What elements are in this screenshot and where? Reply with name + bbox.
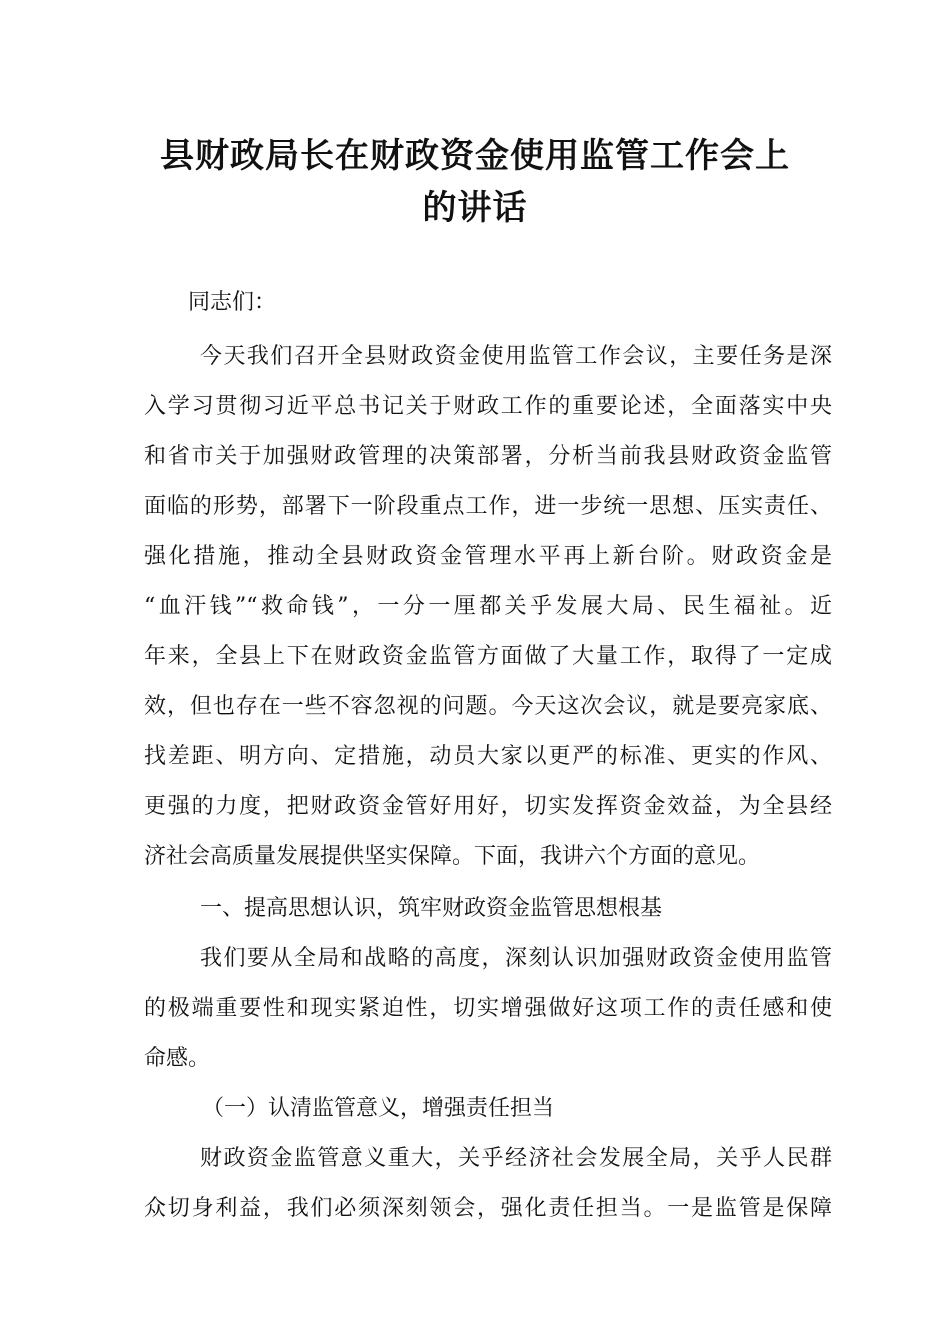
section-heading-1: 一、提高思想认识，筑牢财政资金监管思想根基 <box>200 896 663 921</box>
paragraph-1-line: 年来，全县上下在财政资金监管方面做了大量工作，取得了一定成 <box>144 644 832 669</box>
greeting: 同志们： <box>188 290 277 315</box>
document-title-line-1: 县财政局长在财政资金使用监管工作会上 <box>160 136 790 176</box>
document-body <box>144 278 832 1234</box>
paragraph-1-line: 面临的形势，部署下一阶段重点工作，进一步统一思想、压实责任、 <box>144 494 832 519</box>
paragraph-2-line: 命感。 <box>144 1046 211 1071</box>
paragraph-1-line: 入学习贯彻习近平总书记关于财政工作的重要论述，全面落实中央 <box>144 394 832 419</box>
paragraph-2-line: 我们要从全局和战略的高度，深刻认识加强财政资金使用监管 <box>200 946 832 971</box>
paragraph-1-line: 今天我们召开全县财政资金使用监管工作会议，主要任务是深 <box>200 344 832 369</box>
paragraph-3-line: 财政资金监管意义重大，关乎经济社会发展全局，关乎人民群 <box>200 1146 832 1171</box>
subsection-heading-1: （一）认清监管意义，增强责任担当 <box>202 1096 555 1121</box>
paragraph-1-line: 效，但也存在一些不容忽视的问题。今天这次会议，就是要亮家底、 <box>144 694 832 719</box>
paragraph-2-line: 的极端重要性和现实紧迫性，切实增强做好这项工作的责任感和使 <box>144 996 832 1021</box>
paragraph-1-line: 找差距、明方向、定措施，动员大家以更严的标准、更实的作风、 <box>144 744 832 769</box>
paragraph-1-line: “血汗钱”“救命钱”，一分一厘都关乎发展大局、民生福祉。近 <box>144 594 832 619</box>
paragraph-1-line: 强化措施，推动全县财政资金管理水平再上新台阶。财政资金是 <box>144 544 832 569</box>
paragraph-1-line: 和省市关于加强财政管理的决策部署，分析当前我县财政资金监管 <box>144 444 832 469</box>
paragraph-3-line: 众切身利益，我们必须深刻领会，强化责任担当。一是监管是保障 <box>144 1196 832 1221</box>
paragraph-1-line: 济社会高质量发展提供坚实保障。下面，我讲六个方面的意见。 <box>144 844 761 869</box>
paragraph-1-line: 更强的力度，把财政资金管好用好，切实发挥资金效益，为全县经 <box>144 794 832 819</box>
document-title-line-2: 的讲话 <box>422 188 528 228</box>
